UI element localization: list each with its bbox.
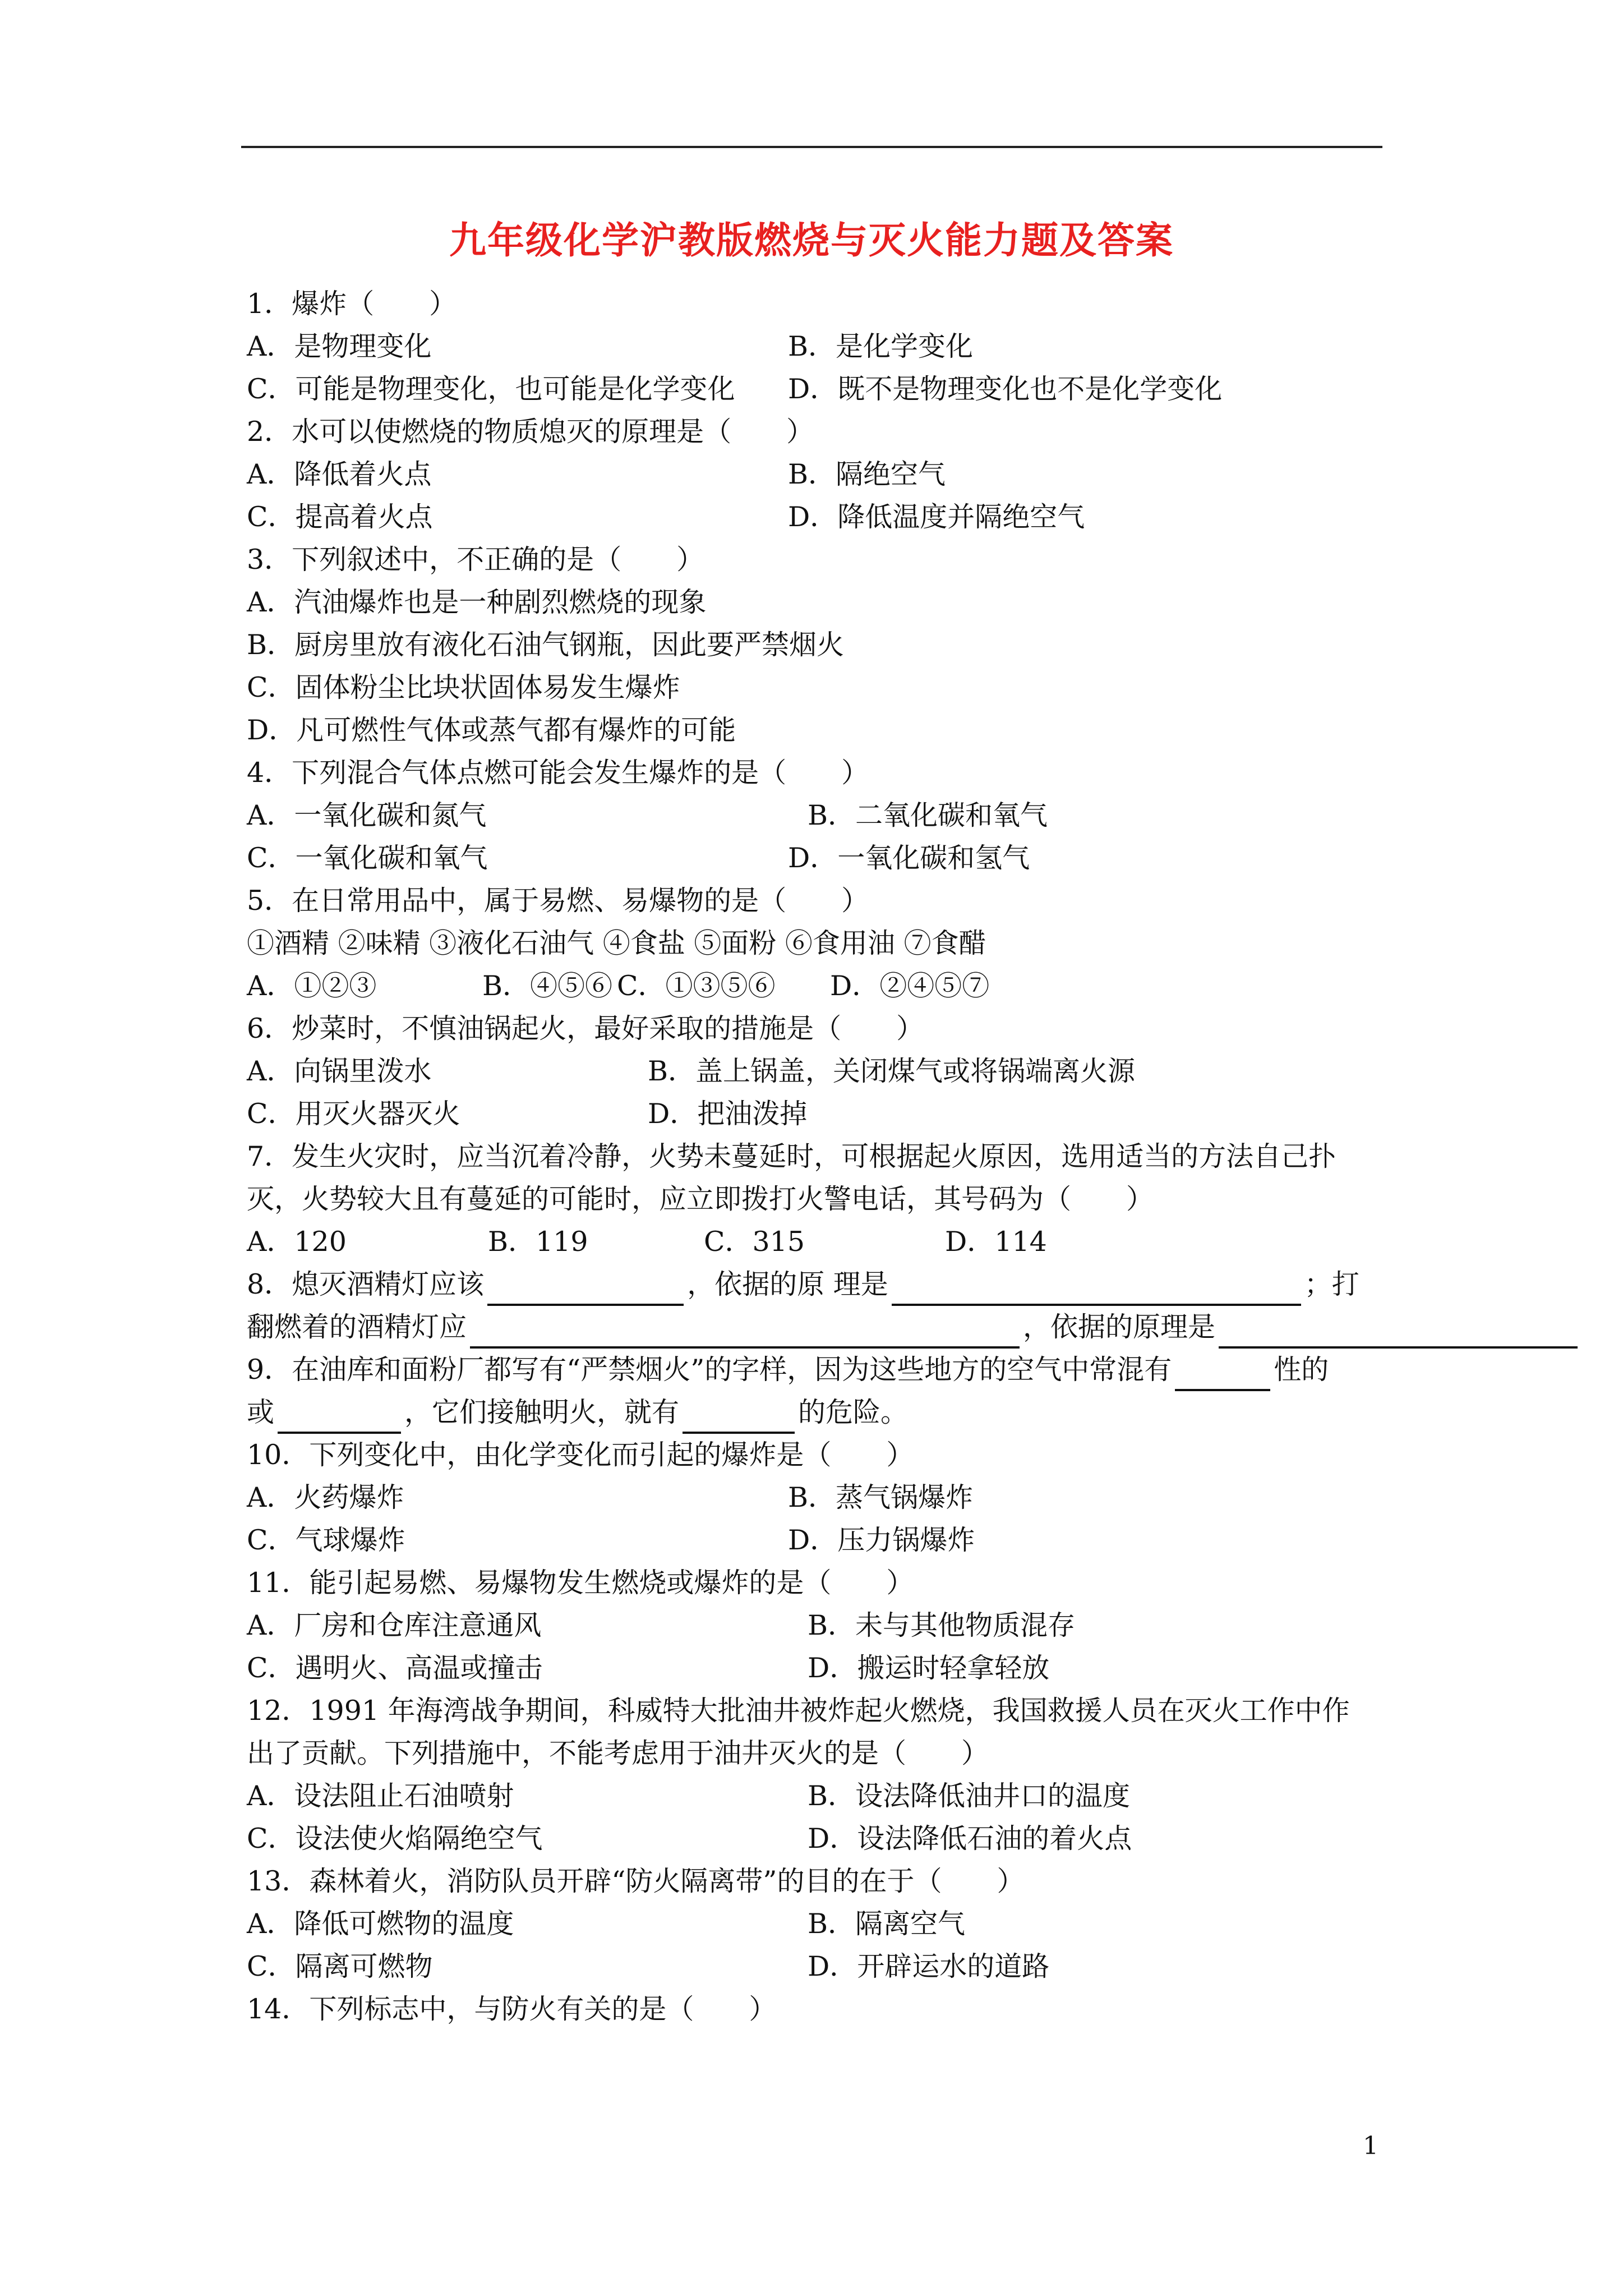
option-c: C．设法使火焰隔绝空气 (247, 1823, 543, 1855)
option-row (247, 837, 1368, 880)
option-b: B．④⑤⑥ (482, 970, 613, 1002)
question-stem: 7．发生火灾时，应当沉着冷静，火势未蔓延时，可根据起火原因，选用适当的方法自己扑 (247, 1140, 1336, 1172)
option-row (247, 794, 1368, 837)
question-stem: 4．下列混合气体点燃可能会发生爆炸的是（ ） (247, 757, 869, 789)
option-b: B．二氧化碳和氧气 (808, 799, 1048, 831)
option-a: A．向锅里泼水 (247, 1055, 432, 1087)
page-title: 九年级化学沪教版燃烧与灭火能力题及答案 (449, 218, 1174, 262)
option-c: C．可能是物理变化，也可能是化学变化 (247, 373, 735, 405)
option-row (247, 1519, 1368, 1562)
option-c: C．315 (704, 1226, 805, 1258)
option-c: C．隔离可燃物 (247, 1950, 433, 1982)
option-row (247, 1818, 1368, 1860)
fill-blank-row (247, 1349, 1368, 1391)
option-a: A．汽油爆炸也是一种剧烈燃烧的现象 (247, 586, 707, 618)
option-row (247, 965, 1368, 1007)
blank-prompt: ，它们接触明火，就有 (404, 1396, 680, 1428)
option-d: D．搬运时轻拿轻放 (808, 1652, 1050, 1684)
question-stem-continued: 出了贡献。下列措施中，不能考虑用于油井灭火的是（ ） (247, 1737, 989, 1769)
option-c: C．提高着火点 (247, 501, 433, 533)
fill-blank-row (247, 1391, 1368, 1434)
answer-blank (278, 1401, 401, 1434)
option-c: C．气球爆炸 (247, 1524, 405, 1556)
option-a: A．是物理变化 (247, 330, 432, 362)
option-row (247, 1647, 1368, 1690)
option-d: D．一氧化碳和氢气 (788, 842, 1030, 874)
option-row (247, 1604, 1368, 1647)
question-stem: 11．能引起易燃、易爆物发生燃烧或爆炸的是（ ） (247, 1567, 914, 1599)
option-row (247, 1050, 1368, 1093)
blank-prompt: 8．熄灭酒精灯应该 (247, 1268, 485, 1300)
option-row (247, 1945, 1368, 1988)
option-a: A．降低着火点 (247, 458, 432, 490)
option-d: D．设法降低石油的着火点 (808, 1823, 1132, 1855)
blank-prompt: 的危险。 (798, 1396, 909, 1428)
option-row (247, 368, 1368, 411)
option-row (247, 1093, 1368, 1135)
blank-prompt: ，依据的原理是 (1023, 1311, 1216, 1343)
option-a: A．厂房和仓库注意通风 (247, 1609, 542, 1641)
page-number: 1 (1363, 2132, 1378, 2160)
option-b: B．未与其他物质混存 (808, 1609, 1076, 1641)
option-d: D．114 (945, 1226, 1047, 1258)
option-a: A．设法阻止石油喷射 (247, 1780, 514, 1812)
option-b: B．蒸气锅爆炸 (788, 1481, 974, 1513)
option-row (247, 1775, 1368, 1818)
option-row (247, 1903, 1368, 1945)
option-b: B．厨房里放有液化石油气钢瓶，因此要严禁烟火 (247, 629, 845, 661)
option-d: D．②④⑤⑦ (830, 970, 990, 1002)
fill-blank-row (247, 1263, 1368, 1306)
question-list (247, 283, 1368, 2031)
answer-blank (470, 1316, 1020, 1349)
option-b: B．是化学变化 (788, 330, 974, 362)
option-c: C．遇明火、高温或撞击 (247, 1652, 543, 1684)
question-stem: 13．森林着火，消防队员开辟“防火隔离带”的目的在于（ ） (247, 1865, 1025, 1897)
option-d: D．降低温度并隔绝空气 (788, 501, 1085, 533)
blank-prompt: 或 (247, 1396, 275, 1428)
question-stem: 6．炒菜时，不慎油锅起火，最好采取的措施是（ ） (247, 1013, 924, 1045)
option-b: B．119 (488, 1226, 588, 1258)
question-stem: 5．在日常用品中，属于易燃、易爆物的是（ ） (247, 885, 869, 917)
option-row (247, 453, 1368, 496)
blank-prompt: 翻燃着的酒精灯应 (247, 1311, 467, 1343)
option-b: B．隔离空气 (808, 1908, 966, 1940)
question-stem: 3．下列叙述中，不正确的是（ ） (247, 544, 704, 576)
option-a: A．降低可燃物的温度 (247, 1908, 514, 1940)
answer-blank (1219, 1316, 1578, 1349)
question-stem: 2．水可以使燃烧的物质熄灭的原理是（ ） (247, 416, 814, 448)
option-d: D．开辟运水的道路 (808, 1950, 1050, 1982)
option-c: C．用灭火器灭火 (247, 1098, 460, 1130)
option-b: B．设法降低油井口的温度 (808, 1780, 1131, 1812)
option-c: C．①③⑤⑥ (617, 970, 776, 1002)
answer-blank (892, 1273, 1301, 1306)
option-d: D．把油泼掉 (648, 1098, 808, 1130)
option-row (247, 1476, 1368, 1519)
option-c: C．一氧化碳和氧气 (247, 842, 488, 874)
option-a: A．火药爆炸 (247, 1481, 404, 1513)
option-a: A．①②③ (247, 970, 377, 1002)
option-d: D．压力锅爆炸 (788, 1524, 975, 1556)
option-a: A．120 (247, 1226, 347, 1258)
item-list: ①酒精 ②味精 ③液化石油气 ④食盐 ⑤面粉 ⑥食用油 ⑦食醋 (247, 927, 986, 959)
question-stem-continued: 灭，火势较大且有蔓延的可能时，应立即拨打火警电话，其号码为（ ） (247, 1183, 1154, 1215)
question-stem: 14．下列标志中，与防火有关的是（ ） (247, 1993, 777, 2025)
option-row (247, 325, 1368, 368)
blank-prompt: 9．在油库和面粉厂都写有“严禁烟火”的字样，因为这些地方的空气中常混有 (247, 1354, 1172, 1386)
answer-blank (487, 1273, 684, 1306)
option-row (247, 496, 1368, 539)
option-d: D．凡可燃性气体或蒸气都有爆炸的可能 (247, 714, 736, 746)
blank-prompt: ；打 (1304, 1268, 1359, 1300)
question-stem: 12．1991 年海湾战争期间，科威特大批油井被炸起火燃烧，我国救援人员在灭火工作中作 (247, 1695, 1350, 1727)
option-d: D．既不是物理变化也不是化学变化 (788, 373, 1223, 405)
option-row (247, 1221, 1368, 1263)
option-a: A．一氧化碳和氮气 (247, 799, 487, 831)
option-b: B．隔绝空气 (788, 458, 946, 490)
fill-blank-row (247, 1306, 1368, 1349)
answer-blank (683, 1401, 795, 1434)
blank-prompt: ，依据的原 理是 (687, 1268, 888, 1300)
question-stem: 10．下列变化中，由化学变化而引起的爆炸是（ ） (247, 1439, 914, 1471)
blank-prompt: 性的 (1274, 1354, 1329, 1386)
header-rule (241, 146, 1382, 148)
option-c: C．固体粉尘比块状固体易发生爆炸 (247, 671, 680, 703)
answer-blank (1175, 1359, 1270, 1391)
option-b: B．盖上锅盖，关闭煤气或将锅端离火源 (648, 1055, 1136, 1087)
question-stem: 1．爆炸（ ） (247, 288, 457, 320)
